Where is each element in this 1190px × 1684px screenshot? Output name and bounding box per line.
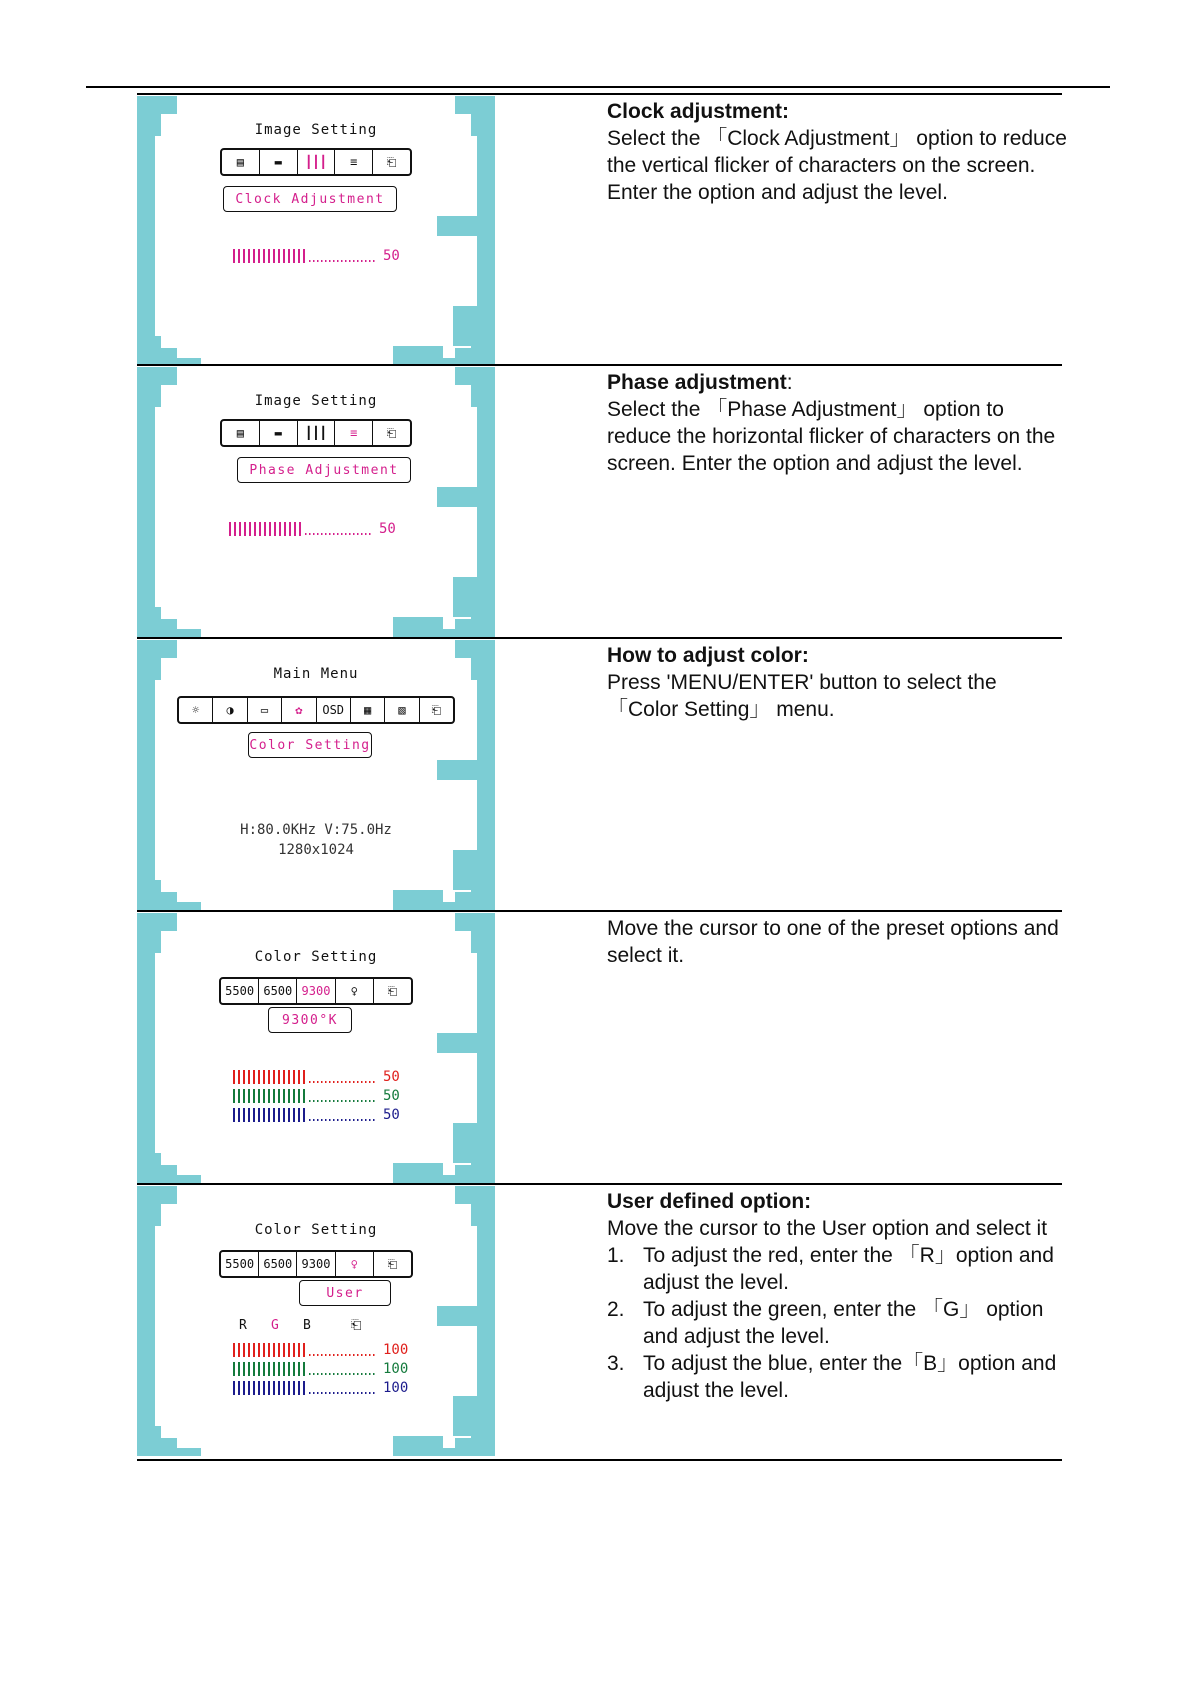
section-text: [607, 642, 1067, 723]
osd-screenshot: [137, 1186, 495, 1456]
screen-area: [177, 96, 455, 114]
teal-notch: [393, 617, 443, 637]
clock-icon[interactable]: ┃┃┃: [298, 421, 336, 445]
brightness-icon[interactable]: ☼: [179, 698, 213, 722]
gauge-track: [309, 1100, 377, 1102]
section-rule: [137, 1183, 1062, 1185]
osd-option-label: User: [299, 1280, 391, 1306]
screen-area: [177, 367, 455, 385]
size-icon[interactable]: ▬: [260, 421, 298, 445]
section-paragraph: Select the 「Phase Adjustment」 option to reduce the horizontal flicker of characters on the screen. Enter the option and adjust the level.: [607, 398, 1056, 475]
osd-icon-bar: [220, 148, 412, 176]
list-text: To adjust the green, enter the 「G」 option and adjust the level.: [643, 1298, 1044, 1348]
gauge-track: [309, 260, 377, 262]
teal-notch: [453, 306, 477, 346]
osd-title: Image Setting: [254, 122, 378, 138]
section-text: [607, 369, 1067, 477]
level-gauge: [233, 1342, 408, 1358]
gauge-value: 100: [383, 1361, 409, 1377]
section-paragraph: Select the 「Clock Adjustment」 option to reduce the vertical flicker of characters on the screen. Enter the option and adjust the level.: [607, 127, 1067, 204]
gauge-track: [309, 1354, 377, 1356]
size-icon[interactable]: ▬: [260, 150, 298, 174]
section-paragraph: Move the cursor to the User option and select it: [607, 1217, 1048, 1240]
list-number: 1.: [607, 1244, 625, 1267]
preset-5500[interactable]: 5500: [221, 979, 259, 1003]
level-gauge: [229, 521, 396, 537]
gauge-track: [305, 533, 373, 535]
teal-notch: [437, 487, 477, 507]
heading-text: User defined option:: [607, 1190, 812, 1213]
phase-icon[interactable]: ≡: [335, 421, 373, 445]
page-top-rule: [86, 86, 1110, 88]
section-paragraph: Press 'MENU/ENTER' button to select the 「Color Setting」 menu.: [607, 671, 997, 721]
gauge-value: 100: [383, 1380, 409, 1396]
teal-notch: [453, 577, 477, 617]
gauge-fill: [229, 522, 303, 536]
osd-title: Main Menu: [273, 666, 359, 682]
level-gauge: [233, 1088, 400, 1104]
gauge-value: 50: [383, 248, 400, 264]
osd-icon-bar: [220, 419, 412, 447]
gauge-value: 50: [383, 1107, 400, 1123]
gauge-fill: [233, 1089, 307, 1103]
osd-screenshot: [137, 367, 495, 637]
preset-5500[interactable]: 5500: [221, 1252, 259, 1276]
exit-icon[interactable]: ⎗: [351, 1318, 362, 1333]
heading-text: Clock adjustment:: [607, 100, 790, 123]
teal-notch: [393, 346, 443, 366]
exit-icon[interactable]: ⎗: [387, 1256, 398, 1271]
list-number: 3.: [607, 1352, 625, 1375]
steps-list: [607, 1242, 1067, 1404]
teal-notch: [437, 1033, 477, 1053]
preset-9300[interactable]: 9300: [297, 1252, 335, 1276]
channel-label-g[interactable]: G: [271, 1318, 279, 1333]
osd-option-label: Color Setting: [248, 732, 372, 758]
gauge-fill: [233, 1343, 307, 1357]
osd-screenshot: [137, 96, 495, 366]
gauge-value: 100: [383, 1342, 409, 1358]
bottom-rule: [137, 1459, 1062, 1461]
heading-suffix: :: [786, 371, 793, 394]
position-icon[interactable]: ▤: [222, 150, 260, 174]
preset-6500[interactable]: 6500: [259, 1252, 297, 1276]
gauge-track: [309, 1392, 377, 1394]
exit-icon[interactable]: ⎗: [387, 983, 398, 998]
section-rule: [137, 910, 1062, 912]
section-text: [607, 915, 1067, 969]
level-gauge: [233, 1107, 400, 1123]
heading-text: Phase adjustment: [607, 371, 787, 394]
clock-icon[interactable]: ┃┃┃: [298, 150, 336, 174]
gauge-track: [309, 1119, 377, 1121]
section-text: [607, 98, 1067, 206]
teal-notch: [393, 1163, 443, 1183]
osd-option-label: 9300°K: [268, 1007, 352, 1033]
gauge-fill: [233, 1070, 307, 1084]
list-item: [607, 1296, 1067, 1350]
preset-6500[interactable]: 6500: [259, 979, 297, 1003]
section-rule: [137, 93, 1062, 95]
teal-notch: [453, 1123, 477, 1163]
osd-icon-bar: [219, 977, 413, 1005]
osd-icon-bar: [177, 696, 455, 724]
section-paragraph: Move the cursor to one of the preset options and select it.: [607, 917, 1059, 967]
channel-label-r[interactable]: R: [239, 1318, 247, 1333]
level-gauge: [233, 1069, 400, 1085]
channel-label-b[interactable]: B: [303, 1318, 311, 1333]
teal-notch: [437, 1306, 477, 1326]
section-rule: [137, 364, 1062, 366]
gauge-fill: [233, 1108, 307, 1122]
color-setting-icon[interactable]: ✿: [282, 698, 316, 722]
section-heading: [607, 98, 1067, 125]
section-heading: [607, 369, 1067, 396]
list-item: [607, 1350, 1067, 1404]
section-heading: [607, 642, 1067, 669]
user-icon[interactable]: ♀: [336, 1252, 374, 1276]
osd-title: Image Setting: [254, 393, 378, 409]
teal-notch: [437, 216, 477, 236]
screen-area: [177, 913, 455, 931]
osd-option-label: Phase Adjustment: [237, 457, 411, 483]
language-icon[interactable]: ▧: [385, 698, 419, 722]
osd-screenshot: [137, 913, 495, 1183]
osd-icon-bar: [219, 1250, 413, 1278]
osd-title: Color Setting: [254, 949, 378, 965]
gauge-value: 50: [383, 1088, 400, 1104]
gauge-value: 50: [383, 1069, 400, 1085]
teal-notch: [437, 760, 477, 780]
screen-area: [177, 640, 455, 658]
preset-9300[interactable]: 9300: [297, 979, 335, 1003]
list-text: To adjust the red, enter the 「R」option and adjust the level.: [643, 1244, 1054, 1294]
osd-icon[interactable]: OSD: [317, 698, 351, 722]
teal-notch: [393, 890, 443, 910]
user-icon[interactable]: ♀: [336, 979, 374, 1003]
list-item: [607, 1242, 1067, 1296]
frequency-readout: H:80.0KHz V:75.0Hz: [240, 822, 392, 838]
section-rule: [137, 637, 1062, 639]
osd-screenshot: [137, 640, 495, 910]
teal-notch: [393, 1436, 443, 1456]
heading-text: How to adjust color:: [607, 644, 809, 667]
screen-area: [177, 1186, 455, 1204]
level-gauge: [233, 1361, 408, 1377]
gauge-fill: [233, 1362, 307, 1376]
exit-icon[interactable]: ⎗: [386, 154, 397, 169]
level-gauge: [233, 248, 400, 264]
resolution-readout: 1280x1024: [278, 842, 354, 858]
exit-icon[interactable]: ⎗: [386, 425, 397, 440]
image-setting-icon[interactable]: ▭: [248, 698, 282, 722]
exit-icon[interactable]: ⎗: [431, 702, 442, 717]
recall-icon[interactable]: ▦: [351, 698, 385, 722]
osd-title: Color Setting: [254, 1222, 378, 1238]
section-text: [607, 1188, 1067, 1404]
phase-icon[interactable]: ≡: [335, 150, 373, 174]
gauge-track: [309, 1081, 377, 1083]
gauge-fill: [233, 249, 307, 263]
section-heading: [607, 1188, 1067, 1215]
gauge-track: [309, 1373, 377, 1375]
gauge-fill: [233, 1381, 307, 1395]
level-gauge: [233, 1380, 408, 1396]
position-icon[interactable]: ▤: [222, 421, 260, 445]
contrast-icon[interactable]: ◑: [213, 698, 247, 722]
osd-option-label: Clock Adjustment: [223, 186, 397, 212]
gauge-value: 50: [379, 521, 396, 537]
teal-notch: [453, 1396, 477, 1436]
list-text: To adjust the blue, enter the「B」option and adjust the level.: [643, 1352, 1057, 1402]
list-number: 2.: [607, 1298, 625, 1321]
